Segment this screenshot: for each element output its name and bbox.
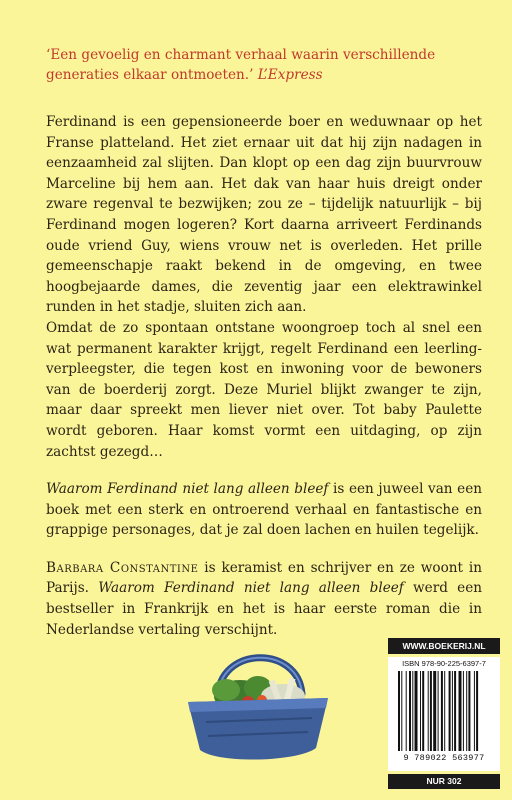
author-book-title: Waarom Ferdinand niet lang alleen bleef [98, 580, 404, 597]
quote-text: ‘Een gevoelig en charmant verhaal waarin verschillende generaties elkaar ontmoeten.’ [46, 47, 436, 83]
barcode-digits: 9 789022 563977 [403, 753, 485, 763]
barcode-area [388, 638, 500, 790]
isbn-panel [388, 657, 500, 771]
nur-code: NUR 302 [388, 774, 500, 789]
quote-source: L’Express [257, 67, 323, 83]
isbn-number: ISBN 978-90-225-6397-7 [402, 659, 486, 668]
review-text: is een juweel van een boek met een sterk en ontroerend verhaal en fantastische en grappige personages, dat je zal doen lachen en huilen tegelijk. [46, 481, 482, 539]
blurb [46, 112, 482, 640]
basket-with-vegetables-icon [178, 636, 338, 766]
author-name: Barbara Constantine [46, 559, 199, 576]
author-text-1: is keramist en schrijver en ze woont in Parijs. [46, 559, 482, 597]
barcode-icon [396, 671, 492, 753]
author-text-2: werd een bestseller in Frankrijk en het is haar eerste roman die in Nederlandse vertaling verschijnt. [46, 580, 482, 638]
author-paragraph [46, 558, 482, 640]
blurb-paragraph-2: Omdat de zo spontaan ontstane woongroep toch al snel een wat permanent karakter krijgt, regelt Ferdinand een leerling-verpleegster, die tegen kost en inwoning voor de bewoners van de boerderij zorgt. Deze Muriel blijkt zwanger te zijn, maar daar spreekt men liever niet over. Tot baby Paulette wordt geboren. Haar komst vormt een uitdaging, op zijn zachtst gezegd… [46, 319, 482, 460]
press-quote [46, 45, 486, 85]
publisher-url[interactable]: WWW.BOEKERIJ.NL [388, 638, 500, 654]
blurb-paragraph-1: Ferdinand is een gepensioneerde boer en weduwnaar op het Franse platteland. Het ziet ernaar uit dat hij zijn nadagen in eenzaamheid zal slijten. Dan klopt op een dag zijn buurvrouw Marceline bij hem aan. Het dak van haar huis dreigt onder zware regenval te bezwijken; zou ze – tijdelijk natuurlijk – bij Ferdinand mogen logeren? Kort daarna arriveert Ferdinands oude vriend Guy, wiens vrouw net is overleden. Het prille gemeenschapje raakt bekend in de omgeving, en twee hoogbejaarde dames, die zeventig jaar een elektrawinkel runden in het stadje, sluiten zich aan. [46, 114, 482, 316]
review-book-title: Waarom Ferdinand niet lang alleen bleef [46, 481, 329, 498]
review-paragraph [46, 479, 482, 541]
